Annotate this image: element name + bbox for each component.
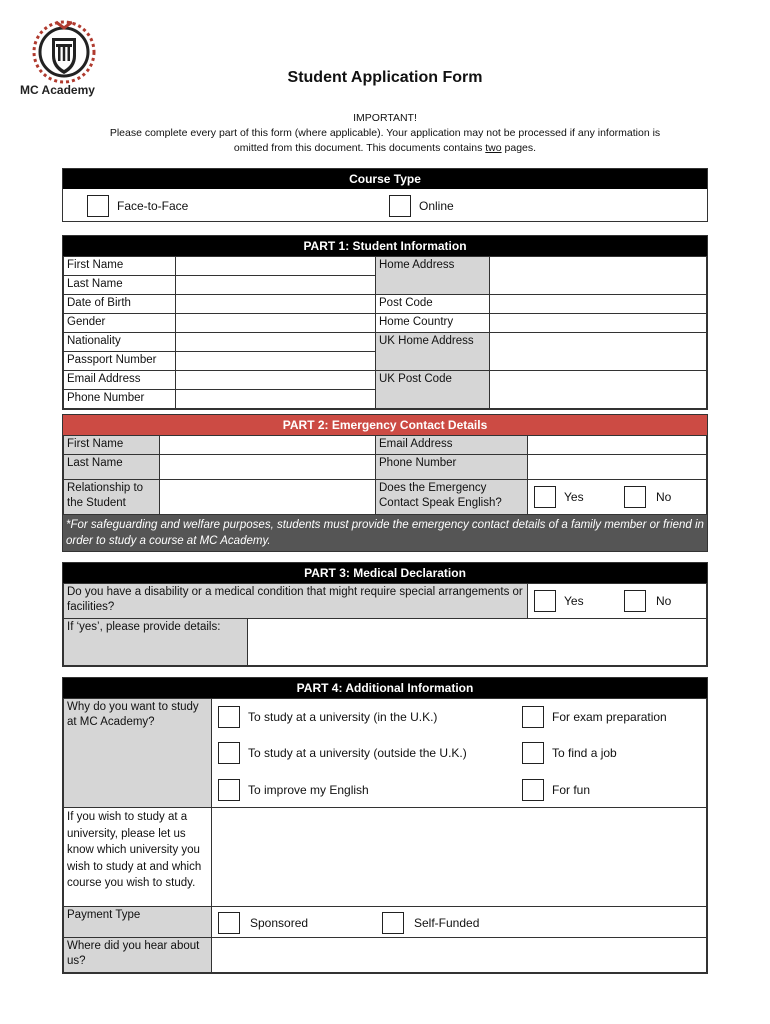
medical-no-option[interactable] (624, 590, 671, 612)
why-uk-university-label: To study at a university (in the U.K.) (248, 709, 438, 724)
why-uk-university-option[interactable] (218, 706, 437, 728)
email-address-input[interactable] (176, 371, 376, 390)
uk-home-address-label: UK Home Address (376, 333, 490, 371)
page-count: two (485, 142, 502, 154)
hear-about-label: Where did you hear about us? (64, 938, 212, 973)
instructions-line-2-end: pages. (501, 142, 537, 154)
course-type-header: Course Type (63, 169, 707, 189)
why-job-label: To find a job (552, 745, 617, 760)
ec-english-yes-option[interactable] (534, 486, 584, 508)
relationship-label: Relationship to the Student (64, 480, 160, 515)
home-address-input[interactable] (490, 257, 707, 295)
nationality-label: Nationality (64, 333, 176, 352)
home-country-input[interactable] (490, 314, 707, 333)
part3-header: PART 3: Medical Declaration (63, 563, 707, 583)
first-name-input[interactable] (176, 257, 376, 276)
hear-about-input[interactable] (212, 938, 707, 973)
why-english-checkbox[interactable] (218, 779, 240, 801)
payment-options (212, 907, 707, 938)
ec-first-name-label: First Name (64, 436, 160, 455)
why-exam-checkbox[interactable] (522, 706, 544, 728)
ec-last-name-label: Last Name (64, 455, 160, 480)
course-type-section (62, 168, 708, 222)
why-job-checkbox[interactable] (522, 742, 544, 764)
ec-first-name-input[interactable] (160, 436, 376, 455)
important-label: IMPORTANT! (353, 112, 417, 124)
university-input[interactable] (212, 808, 707, 907)
instructions-line-1: Please complete every part of this form (where applicable). Your application may not be processed if any information is (109, 127, 661, 139)
why-outside-university-checkbox[interactable] (218, 742, 240, 764)
ec-email-input[interactable] (528, 436, 707, 455)
email-address-label: Email Address (64, 371, 176, 390)
online-checkbox[interactable] (389, 195, 411, 217)
medical-question: Do you have a disability or a medical condition that might require special arrangements or facilities? (64, 584, 528, 619)
ec-phone-label: Phone Number (376, 455, 528, 480)
speak-english-options (528, 480, 707, 515)
why-english-option[interactable] (218, 779, 369, 801)
part3-table (63, 583, 707, 666)
passport-number-label: Passport Number (64, 352, 176, 371)
phone-number-input[interactable] (176, 390, 376, 409)
part2-section (62, 414, 708, 552)
home-address-label: Home Address (376, 257, 490, 295)
payment-type-label: Payment Type (64, 907, 212, 938)
online-label: Online (419, 199, 454, 213)
home-country-label: Home Country (376, 314, 490, 333)
uk-home-address-input[interactable] (490, 333, 707, 371)
instructions-line-2 (60, 141, 710, 156)
why-study-label: Why do you want to study at MC Academy? (64, 699, 212, 808)
part2-header: PART 2: Emergency Contact Details (63, 415, 707, 435)
sponsored-option[interactable] (218, 912, 308, 934)
medical-details-input[interactable] (248, 619, 707, 666)
sponsored-checkbox[interactable] (218, 912, 240, 934)
face-to-face-option[interactable] (87, 195, 188, 217)
why-fun-checkbox[interactable] (522, 779, 544, 801)
part4-section (62, 677, 708, 974)
ec-english-no-checkbox[interactable] (624, 486, 646, 508)
medical-yes-label: Yes (564, 593, 584, 608)
uk-post-code-input[interactable] (490, 371, 707, 409)
self-funded-label: Self-Funded (414, 915, 480, 930)
ec-email-label: Email Address (376, 436, 528, 455)
nationality-input[interactable] (176, 333, 376, 352)
safeguarding-note: *For safeguarding and welfare purposes, students must provide the emergency contact details of a family member or friend in order to study a course at MC Academy. (63, 515, 707, 551)
gender-label: Gender (64, 314, 176, 333)
ec-english-yes-checkbox[interactable] (534, 486, 556, 508)
ec-english-yes-label: Yes (564, 489, 584, 504)
date-of-birth-input[interactable] (176, 295, 376, 314)
why-exam-option[interactable] (522, 706, 667, 728)
post-code-input[interactable] (490, 295, 707, 314)
why-fun-option[interactable] (522, 779, 590, 801)
face-to-face-label: Face-to-Face (117, 199, 189, 213)
why-job-option[interactable] (522, 742, 617, 764)
part1-header: PART 1: Student Information (63, 236, 707, 256)
ec-english-no-option[interactable] (624, 486, 671, 508)
part3-section (62, 562, 708, 667)
medical-details-label: If ‘yes’, please provide details: (64, 619, 248, 666)
ec-english-no-label: No (656, 489, 672, 504)
part2-table (63, 435, 707, 515)
why-uk-university-checkbox[interactable] (218, 706, 240, 728)
why-english-label: To improve my English (248, 782, 369, 797)
why-study-options (212, 699, 707, 808)
part4-header: PART 4: Additional Information (63, 678, 707, 698)
sponsored-label: Sponsored (250, 915, 309, 930)
why-exam-label: For exam preparation (552, 709, 667, 724)
speak-english-label: Does the Emergency Contact Speak English? (376, 480, 528, 515)
passport-number-input[interactable] (176, 352, 376, 371)
relationship-input[interactable] (160, 480, 376, 515)
uk-post-code-label: UK Post Code (376, 371, 490, 409)
page-title: Student Application Form (287, 69, 483, 86)
medical-yes-checkbox[interactable] (534, 590, 556, 612)
date-of-birth-label: Date of Birth (64, 295, 176, 314)
face-to-face-checkbox[interactable] (87, 195, 109, 217)
why-outside-university-label: To study at a university (outside the U.K.) (248, 745, 467, 760)
medical-yes-option[interactable] (534, 590, 584, 612)
phone-number-label: Phone Number (64, 390, 176, 409)
first-name-label: First Name (64, 257, 176, 276)
university-label: If you wish to study at a university, please let us know which university you wish to study at and which course you wish to study. (64, 808, 212, 907)
self-funded-checkbox[interactable] (382, 912, 404, 934)
online-option[interactable] (389, 195, 454, 217)
last-name-label: Last Name (64, 276, 176, 295)
post-code-label: Post Code (376, 295, 490, 314)
medical-no-label: No (656, 593, 672, 608)
why-outside-university-option[interactable] (218, 742, 467, 764)
ec-last-name-input[interactable] (160, 455, 376, 480)
last-name-input[interactable] (176, 276, 376, 295)
instructions-line-2-start: omitted from this document. This documents contains (233, 142, 486, 154)
gender-input[interactable] (176, 314, 376, 333)
part1-section (62, 235, 708, 410)
medical-no-checkbox[interactable] (624, 590, 646, 612)
ec-phone-input[interactable] (528, 455, 707, 480)
self-funded-option[interactable] (382, 912, 479, 934)
brand-name: MC Academy (20, 83, 95, 97)
why-fun-label: For fun (552, 782, 591, 797)
part1-table (63, 256, 707, 409)
instructions (60, 126, 710, 156)
part4-table (63, 698, 707, 973)
medical-options (528, 584, 707, 619)
